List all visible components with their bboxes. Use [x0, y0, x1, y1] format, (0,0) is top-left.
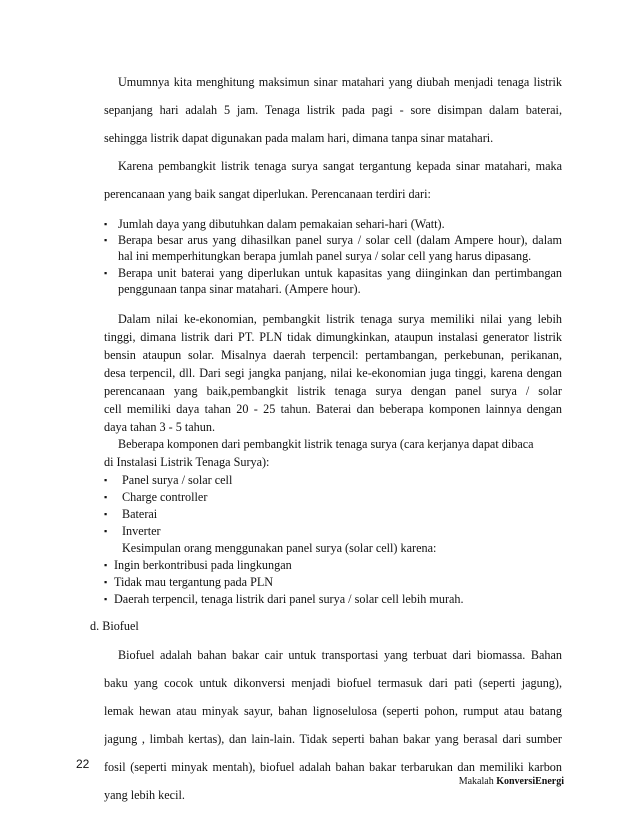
intro-line-1: Umumnya kita menghitung maksimun sinar matahari yang diubah menjadi tenaga listrik	[118, 75, 562, 89]
footer-title	[459, 776, 564, 787]
intro-line-4: Karena pembangkit listrik tenaga surya sangat tergantung kepada sinar matahari, maka	[118, 159, 562, 173]
biofuel-line-5: fosil (seperti minyak mentah), biofuel adalah bahan bakar terbarukan dan memiliki karbon	[104, 760, 562, 774]
components-line-1: Beberapa komponen dari pembangkit listrik tenaga surya (cara kerjanya dapat dibaca	[118, 437, 534, 451]
planning-item-1: Jumlah daya yang dibutuhkan dalam pemakaian sehari-hari (Watt).	[118, 217, 445, 231]
list-bullet: ▪	[104, 475, 108, 485]
list-bullet: ▪	[104, 492, 108, 502]
biofuel-line-6: yang lebih kecil.	[104, 788, 185, 802]
biofuel-line-2: baku yang cocok untuk dikonversi menjadi biofuel termasuk dari pati (seperti jagung),	[104, 676, 562, 690]
economy-line-6: cell memiliki daya tahan 20 - 25 tahun. Baterai dan beberapa komponen lainnya dengan	[104, 402, 562, 416]
footer-bold: KonversiEnergi	[496, 776, 564, 787]
economy-line-5: perencanaan yang baik,pembangkit listrik tenaga surya dengan panel surya / solar	[104, 384, 562, 398]
conclusion-item-3: Daerah terpencil, tenaga listrik dari panel surya / solar cell lebih murah.	[114, 592, 464, 606]
list-bullet: ▪	[104, 577, 108, 587]
biofuel-line-4: jagung , limbah kertas), dan lain-lain. Tidak seperti bahan bakar yang berasal dari sumber	[104, 732, 562, 746]
footer-prefix: Makalah	[458, 776, 497, 787]
intro-line-5: perencanaan yang baik sangat diperlukan. Perencanaan terdiri dari:	[104, 187, 431, 201]
list-bullet: ▪	[104, 235, 108, 245]
intro-line-3: sehingga listrik dapat digunakan pada malam hari, dimana tanpa sinar matahari.	[104, 131, 494, 145]
planning-item-3-line-1: Berapa unit baterai yang diperlukan untuk kapasitas yang diinginkan dan pertimbangan	[118, 266, 562, 280]
section-heading-biofuel: d. Biofuel	[90, 619, 139, 633]
economy-line-1: Dalam nilai ke-ekonomian, pembangkit listrik tenaga surya memiliki nilai yang lebih	[118, 312, 562, 326]
conclusion-intro: Kesimpulan orang menggunakan panel surya (solar cell) karena:	[122, 541, 437, 555]
economy-line-2: tinggi, dimana listrik dari PT. PLN tidak dimungkinkan, ataupun instalasi generator listrik	[104, 330, 562, 344]
planning-item-2-line-1: Berapa besar arus yang dihasilkan panel surya / solar cell (dalam Ampere hour), dalam	[118, 233, 562, 247]
economy-line-7: daya tahan 3 - 5 tahun.	[104, 420, 216, 434]
biofuel-line-1: Biofuel adalah bahan bakar cair untuk transportasi yang terbuat dari biomassa. Bahan	[118, 648, 562, 662]
planning-item-3-line-2: penggunaan tanpa sinar matahari. (Ampere hour).	[118, 282, 361, 296]
biofuel-line-3: lemak hewan atau minyak sayur, bahan lignoselulosa (seperti pohon, rumput atau batang	[104, 704, 562, 718]
economy-line-3: bensin ataupun solar. Misalnya daerah terpencil: pertambangan, perkebunan, perikanan,	[104, 348, 562, 362]
component-item-2: Charge controller	[122, 490, 208, 504]
economy-line-4: desa terpencil, dll. Dari segi jangka panjang, nilai ke-ekonomian juga tinggi, karena dengan	[104, 366, 562, 380]
component-item-3: Baterai	[122, 507, 158, 521]
list-bullet: ▪	[104, 594, 108, 604]
page-number: 22	[76, 757, 90, 771]
list-bullet: ▪	[104, 509, 108, 519]
conclusion-item-1: Ingin berkontribusi pada lingkungan	[114, 558, 292, 572]
conclusion-item-2: Tidak mau tergantung pada PLN	[114, 575, 274, 589]
components-line-2: di Instalasi Listrik Tenaga Surya):	[104, 455, 270, 469]
list-bullet: ▪	[104, 560, 108, 570]
list-bullet: ▪	[104, 268, 108, 278]
component-item-4: Inverter	[122, 524, 161, 538]
component-item-1: Panel surya / solar cell	[122, 473, 233, 487]
list-bullet: ▪	[104, 526, 108, 536]
planning-item-2-line-2: hal ini memperhitungkan berapa jumlah panel surya / solar cell yang harus dipasang.	[118, 249, 532, 263]
intro-line-2: sepanjang hari adalah 5 jam. Tenaga listrik pada pagi - sore disimpan dalam baterai,	[104, 103, 562, 117]
list-bullet: ▪	[104, 219, 108, 229]
